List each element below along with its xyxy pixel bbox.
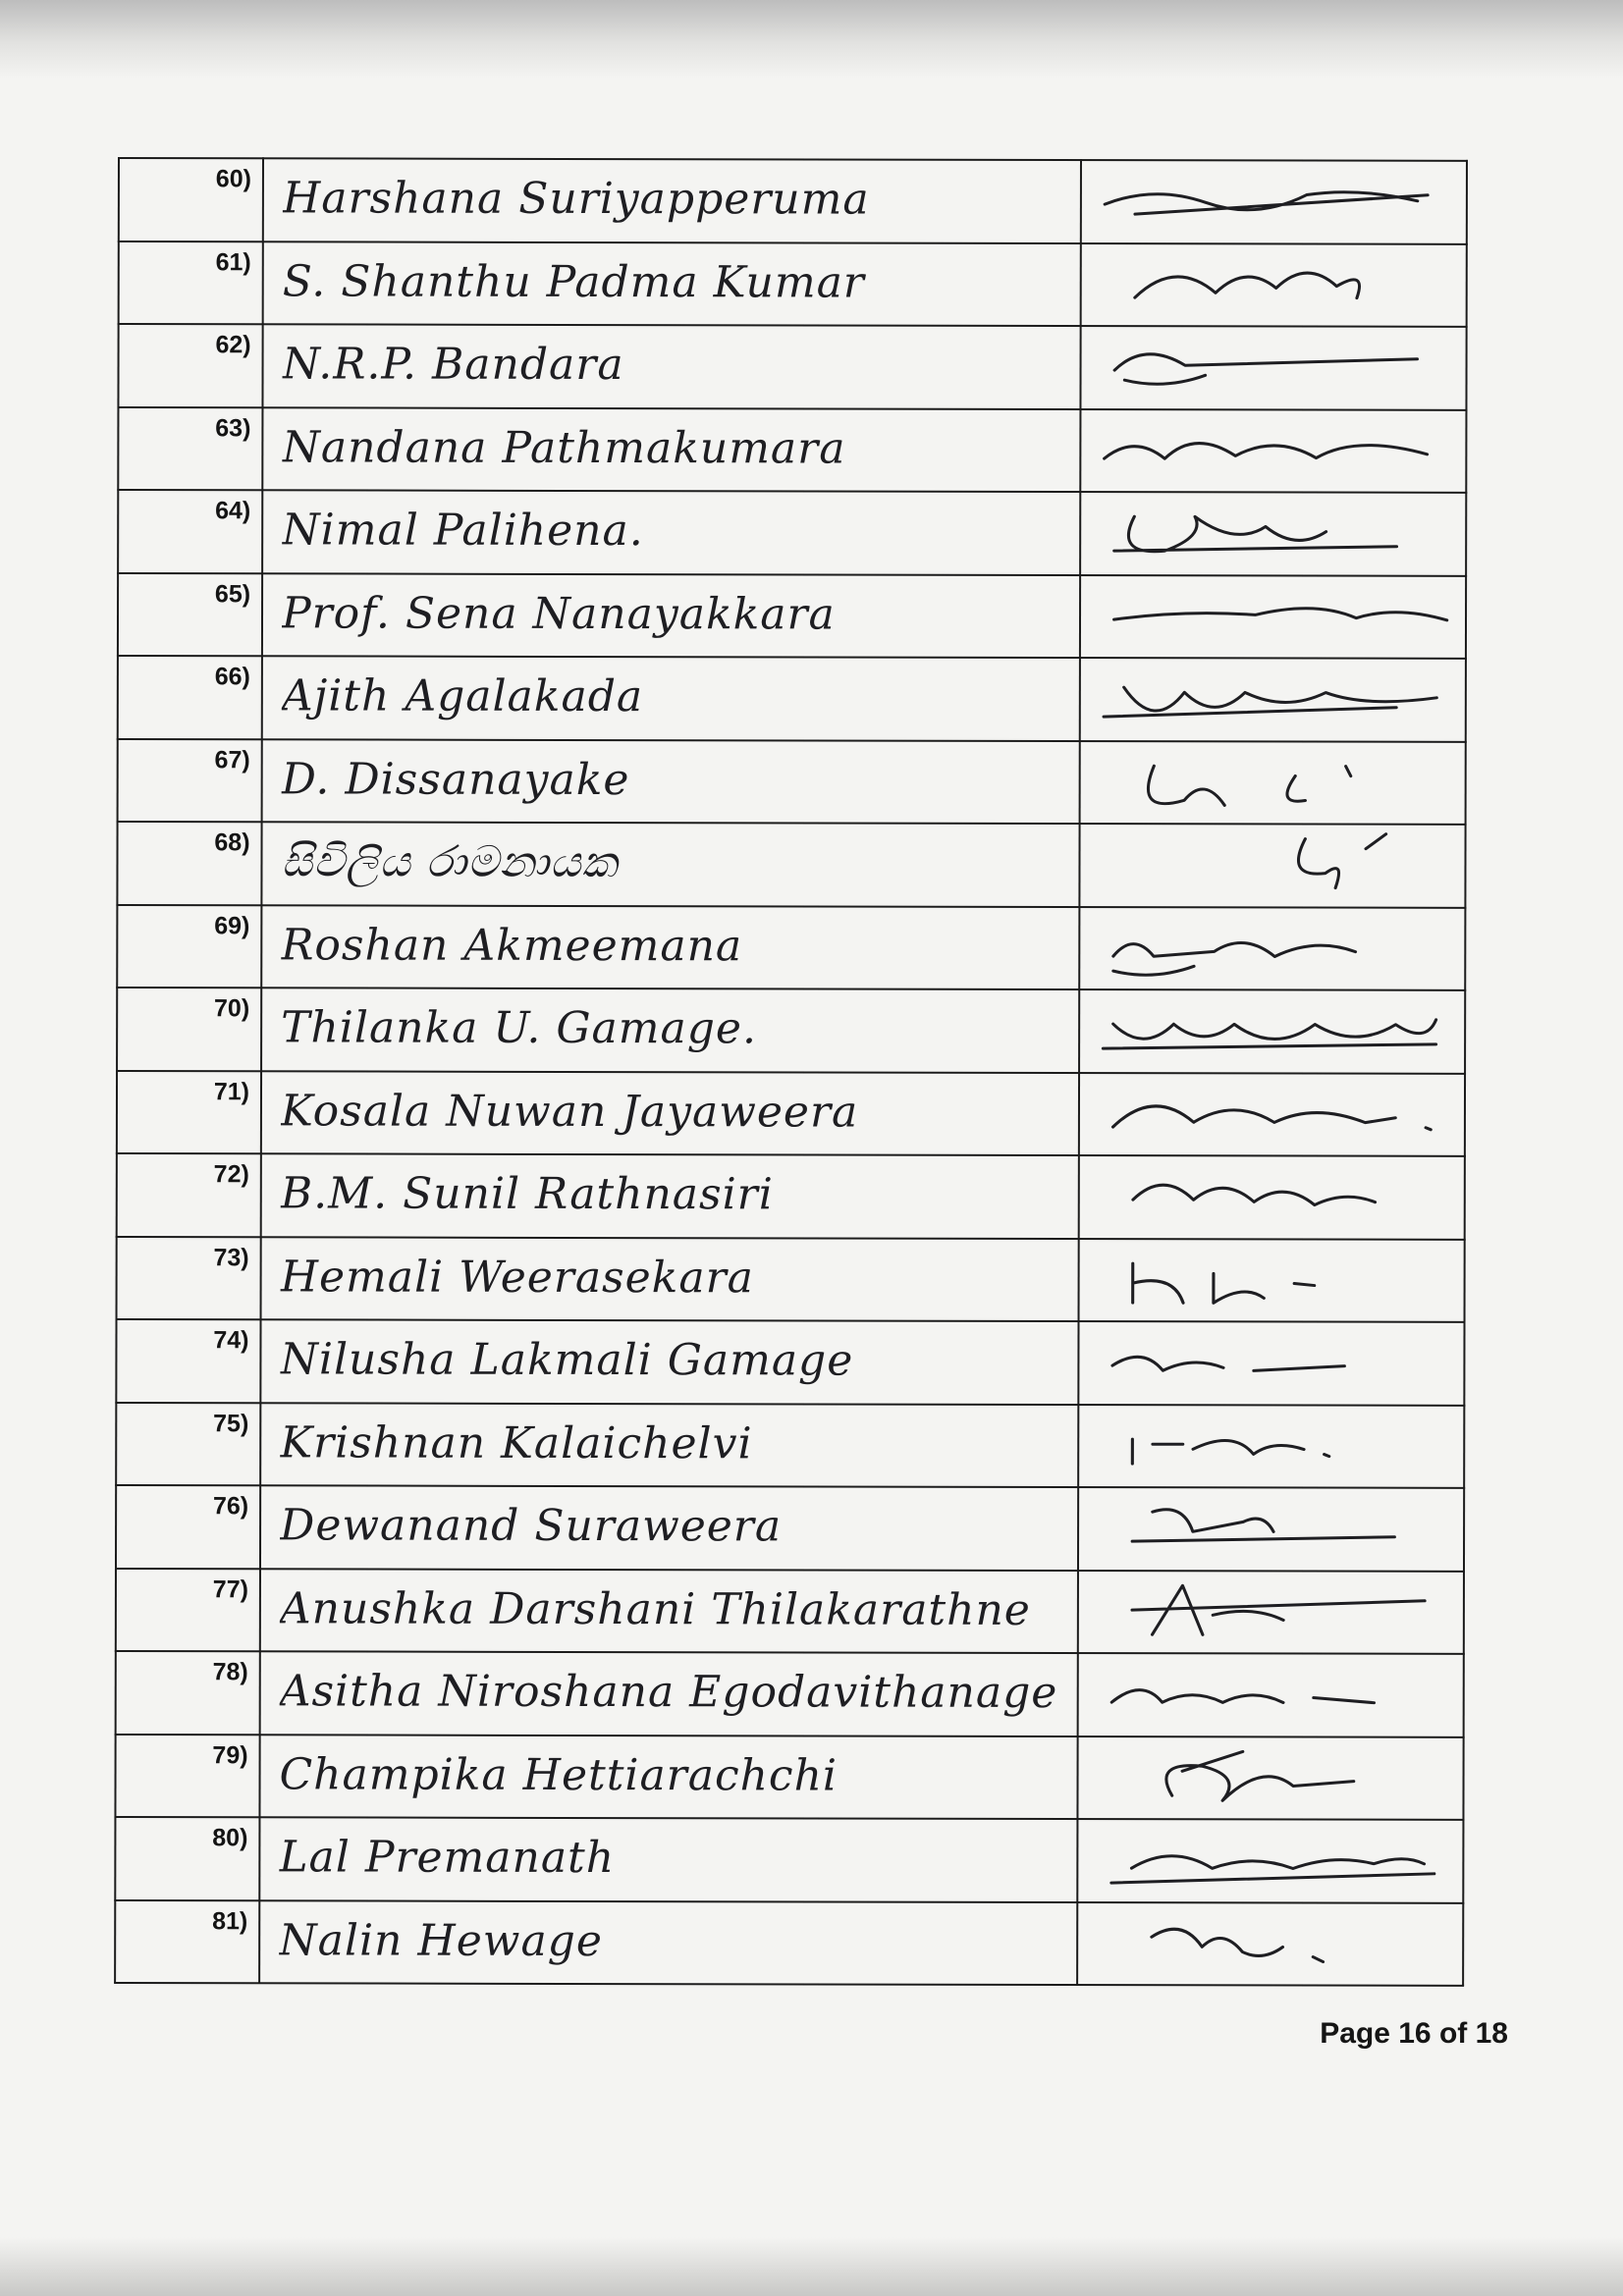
scan-edge-shadow-bottom — [0, 2237, 1623, 2296]
signatory-name: Roshan Akmeemana — [281, 919, 743, 971]
table-row — [116, 903, 1466, 988]
signature-stroke — [1105, 191, 1428, 215]
signatory-name: Prof. Sena Nanayakkara — [281, 587, 836, 640]
row-number: 60) — [215, 165, 251, 193]
signature-image — [1092, 1492, 1455, 1566]
signatory-name: Nalin Hewage — [279, 1914, 603, 1966]
signatory-name: B.M. Sunil Rathnasiri — [280, 1168, 774, 1220]
row-number: 61) — [215, 247, 251, 276]
row-number: 66) — [214, 663, 250, 691]
signature-stroke — [1105, 443, 1428, 458]
row-number: 72) — [213, 1160, 249, 1189]
signature-stroke — [1113, 942, 1356, 975]
table-row — [114, 1898, 1464, 1986]
signature-image — [1094, 331, 1457, 404]
signatory-name: සිවිලිය රාමනායක — [281, 836, 619, 888]
table-row — [115, 1318, 1465, 1404]
table-row — [117, 323, 1467, 408]
signature-stroke — [1152, 1929, 1324, 1961]
row-number: 69) — [214, 911, 250, 939]
page-number — [1320, 2017, 1508, 2051]
row-number: 70) — [214, 994, 250, 1023]
signature-stroke — [1166, 1751, 1354, 1800]
signature-table — [114, 157, 1468, 1986]
signature-image — [1092, 1326, 1455, 1400]
table-row — [116, 1235, 1466, 1320]
row-number: 63) — [215, 413, 251, 442]
table-row — [114, 1816, 1464, 1901]
signature-stroke — [1104, 687, 1436, 718]
table-row — [117, 489, 1467, 574]
total-pages: 18 — [1475, 2017, 1508, 2050]
signature-stroke — [1132, 1439, 1328, 1464]
table-row — [117, 737, 1467, 823]
row-number: 71) — [213, 1077, 250, 1105]
signature-image — [1093, 828, 1456, 902]
signature-image — [1094, 414, 1457, 488]
signatory-name: Ajith Agalakada — [281, 670, 644, 722]
table-row — [117, 571, 1467, 657]
table-row — [114, 1733, 1464, 1818]
row-number: 62) — [215, 331, 251, 359]
signature-image — [1091, 1741, 1454, 1815]
page-separator: of — [1431, 2017, 1476, 2050]
table-row — [117, 405, 1467, 491]
signature-image — [1092, 1575, 1455, 1649]
signature-image — [1092, 1410, 1455, 1483]
table-row — [116, 1152, 1466, 1238]
signature-stroke — [1114, 608, 1447, 620]
signature-stroke — [1133, 1263, 1315, 1303]
signatory-name: Asitha Niroshana Egodavithanage — [279, 1666, 1058, 1719]
current-page: 16 — [1398, 2017, 1432, 2050]
signature-image — [1093, 1078, 1456, 1151]
signature-stroke — [1133, 1185, 1376, 1205]
row-number: 76) — [212, 1492, 249, 1521]
signatory-name: Dewanand Suraweera — [280, 1500, 783, 1552]
signature-image — [1093, 912, 1456, 986]
signature-image — [1093, 1244, 1456, 1317]
row-number: 80) — [212, 1824, 248, 1852]
table-row — [118, 240, 1468, 325]
signature-image — [1094, 746, 1457, 820]
row-number: 79) — [212, 1740, 248, 1769]
table-row — [118, 157, 1468, 242]
signature-stroke — [1114, 516, 1397, 552]
signature-image — [1091, 1907, 1454, 1981]
row-number: 75) — [213, 1409, 249, 1437]
signature-stroke — [1132, 1510, 1394, 1542]
signatory-name: N.R.P. Bandara — [282, 339, 624, 391]
table-row — [116, 1069, 1466, 1154]
signature-image — [1095, 165, 1458, 239]
signatory-name: Nilusha Lakmali Gamage — [280, 1334, 854, 1386]
signature-stroke — [1114, 354, 1417, 385]
signature-stroke — [1112, 1357, 1344, 1370]
signatory-name: S. Shanthu Padma Kumar — [282, 255, 865, 308]
signature-stroke — [1132, 1585, 1425, 1635]
row-number: 74) — [213, 1326, 249, 1355]
signature-image — [1094, 580, 1457, 654]
signatory-name: Lal Premanath — [279, 1832, 616, 1884]
row-number: 78) — [212, 1658, 248, 1686]
signature-stroke — [1111, 1690, 1374, 1703]
signatory-name: Hemali Weerasekara — [280, 1251, 754, 1303]
signature-stroke — [1135, 272, 1360, 297]
signature-stroke — [1103, 1019, 1435, 1049]
row-number: 81) — [212, 1906, 248, 1935]
signatory-name: Krishnan Kalaichelvi — [280, 1416, 753, 1468]
signatory-name: Nandana Pathmakumara — [282, 421, 846, 474]
signature-stroke — [1148, 766, 1350, 805]
table-row — [117, 655, 1467, 740]
table-row — [115, 1484, 1465, 1570]
row-number: 67) — [214, 745, 250, 774]
scan-edge-shadow-top — [0, 0, 1623, 79]
signatory-name: Nimal Palihena. — [282, 505, 644, 557]
signature-image — [1094, 497, 1457, 570]
signature-image — [1093, 1160, 1456, 1234]
signature-stroke — [1111, 1856, 1434, 1884]
signatory-name: Thilanka U. Gamage. — [281, 1002, 758, 1054]
table-row — [115, 1650, 1465, 1735]
signature-image — [1094, 663, 1457, 736]
table-row — [116, 821, 1466, 906]
row-number: 65) — [214, 579, 251, 608]
signature-image — [1092, 1658, 1455, 1732]
table-row — [115, 1401, 1465, 1486]
signature-stroke — [1112, 1105, 1431, 1129]
row-number: 68) — [214, 828, 250, 857]
signatory-name: Champika Hettiarachchi — [279, 1748, 839, 1801]
signatory-name: D. Dissanayake — [281, 753, 630, 805]
signatory-name: Harshana Suriyapperuma — [282, 173, 870, 225]
table-rows — [118, 157, 1468, 1966]
signatory-name: Anushka Darshani Thilakarathne — [279, 1582, 1031, 1635]
signature-image — [1091, 1824, 1454, 1897]
row-number: 77) — [212, 1575, 248, 1603]
signature-image — [1095, 248, 1458, 322]
row-number: 64) — [215, 497, 251, 525]
signature-stroke — [1298, 834, 1385, 888]
page-prefix: Page — [1320, 2017, 1399, 2050]
table-row — [115, 1567, 1465, 1652]
signatory-name: Kosala Nuwan Jayaweera — [280, 1085, 859, 1138]
row-number: 73) — [213, 1243, 249, 1271]
table-row — [116, 987, 1466, 1072]
signature-image — [1093, 994, 1456, 1068]
